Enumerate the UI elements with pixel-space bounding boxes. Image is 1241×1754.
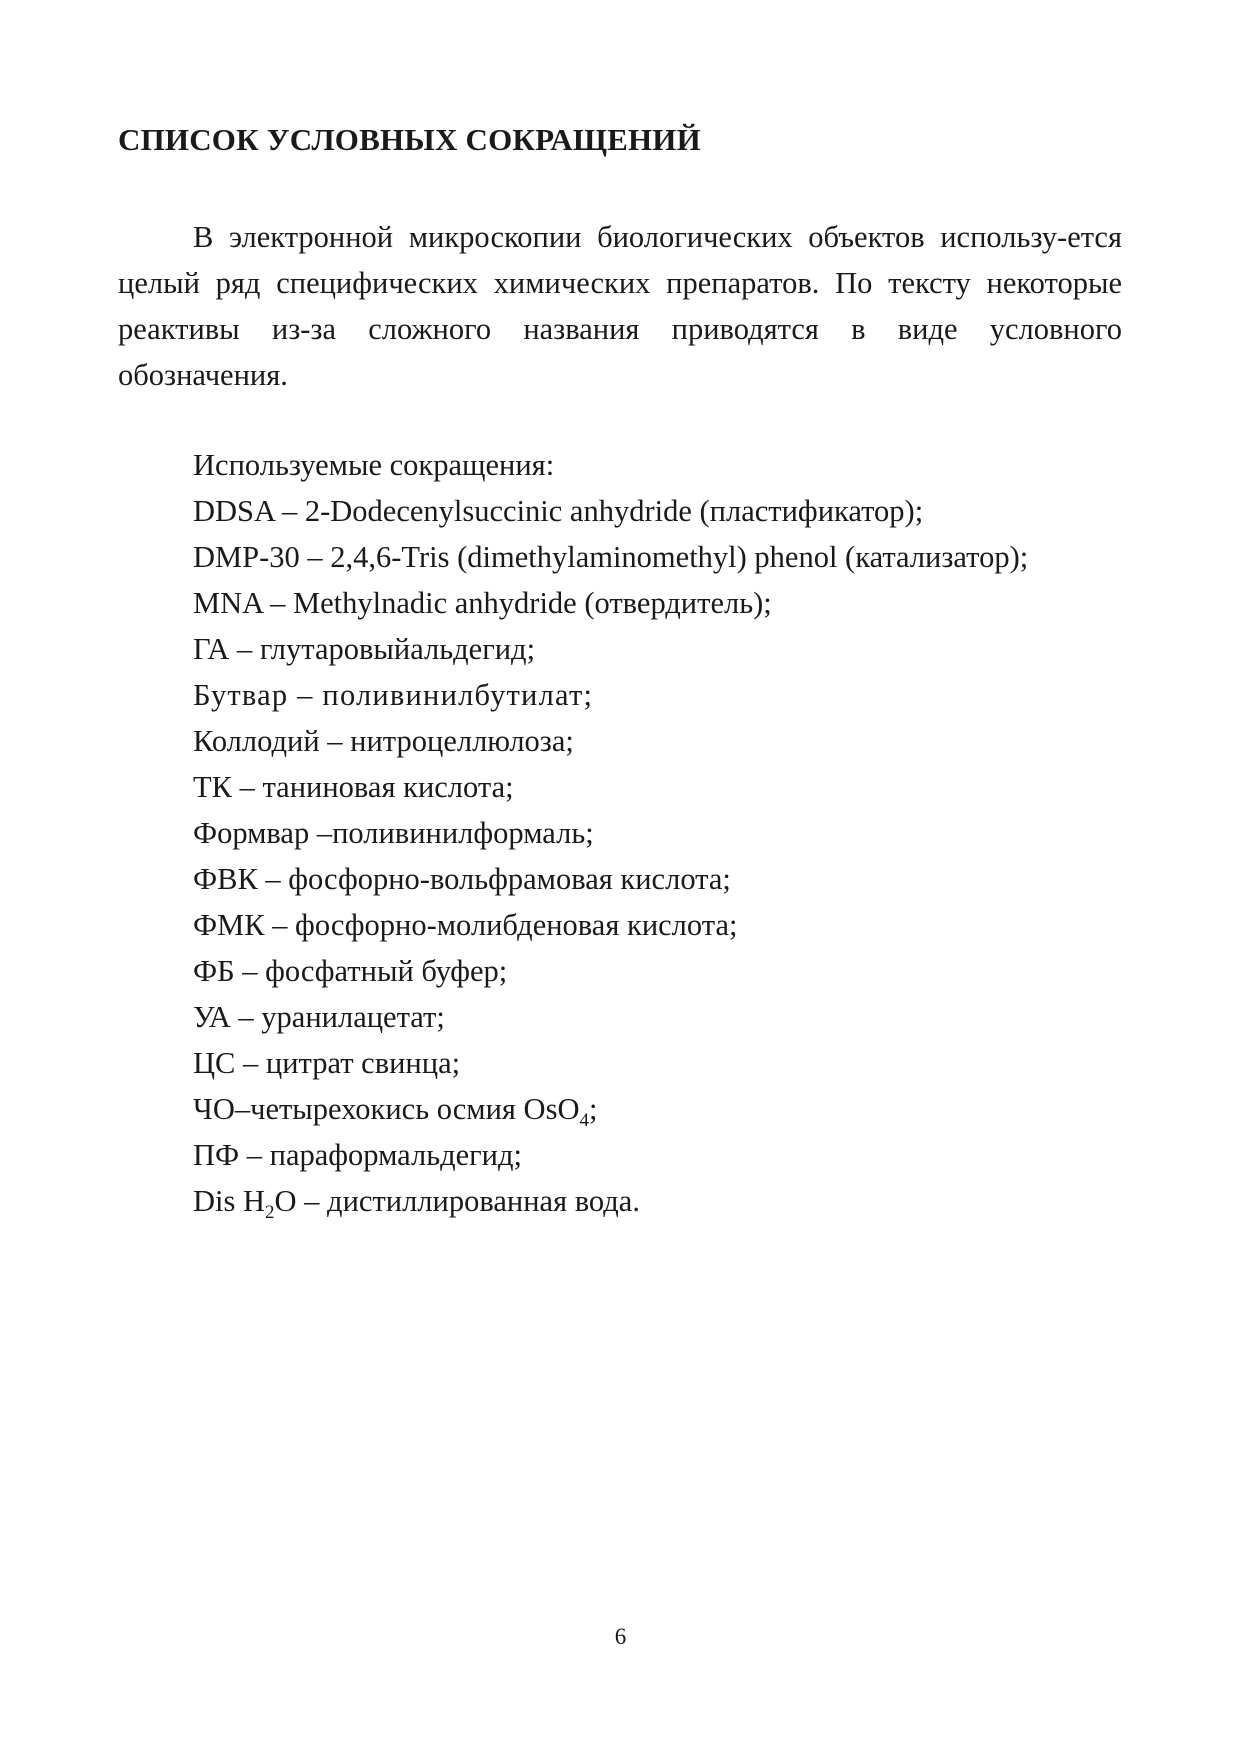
list-item-fb: ФБ – фосфатный буфер; — [193, 954, 508, 988]
list-item-butvar: Бутвар – поливинилбутилат; — [193, 678, 594, 712]
list-item-fmk: ФМК – фосфорно-молибденовая кислота; — [193, 908, 738, 942]
osmium-text: ЧО–четырехокись осмия OsO — [193, 1092, 580, 1126]
water-subscript: 2 — [265, 1202, 275, 1223]
list-item-ddsa: DDSA – 2-Dodecenylsuccinic anhydride (пластификатор); — [193, 494, 924, 528]
list-item-fvk: ФВК – фосфорно-вольфрамовая кислота; — [193, 862, 731, 896]
list-item-ua: УА – уранилацетат; — [193, 1000, 445, 1034]
page-number: 6 — [614, 1624, 627, 1649]
osmium-suffix: ; — [588, 1092, 598, 1126]
list-item-collodion: Коллодий – нитроцеллюлоза; — [193, 724, 574, 758]
list-item-formvar: Формвар –поливинилформаль; — [193, 816, 594, 850]
list-item-pf: ПФ – параформальдегид; — [193, 1138, 522, 1172]
list-item-dmp30: DMP-30 – 2,4,6-Tris (dimethylaminomethyl) phenol (катализатор); — [193, 540, 1029, 574]
list-item-water — [193, 1178, 1028, 1224]
list-item-tk: ТК – таниновая кислота; — [193, 770, 514, 804]
water-suffix: O – дистиллированная вода. — [274, 1184, 640, 1218]
page-heading: СПИСОК УСЛОВНЫХ СОКРАЩЕНИЙ — [118, 122, 701, 157]
list-item-cs: ЦС – цитрат свинца; — [193, 1046, 461, 1080]
list-item-osmium — [193, 1086, 1028, 1132]
list-title: Используемые сокращения: — [193, 448, 555, 482]
list-item-ga: ГА – глутаровыйальдегид; — [193, 632, 536, 666]
water-text: Dis H — [193, 1184, 266, 1218]
intro-paragraph: В электронной микроскопии биологических объектов использу-ется целый ряд специфических химических препаратов. По тексту некоторые реактивы из-за сложного названия приводятся в виде условного обозначения. — [118, 220, 1122, 392]
list-item-mna: MNA – Methylnadic anhydride (отвердитель); — [193, 586, 772, 620]
osmium-subscript: 4 — [579, 1110, 589, 1131]
abbreviation-list — [193, 442, 1028, 1224]
